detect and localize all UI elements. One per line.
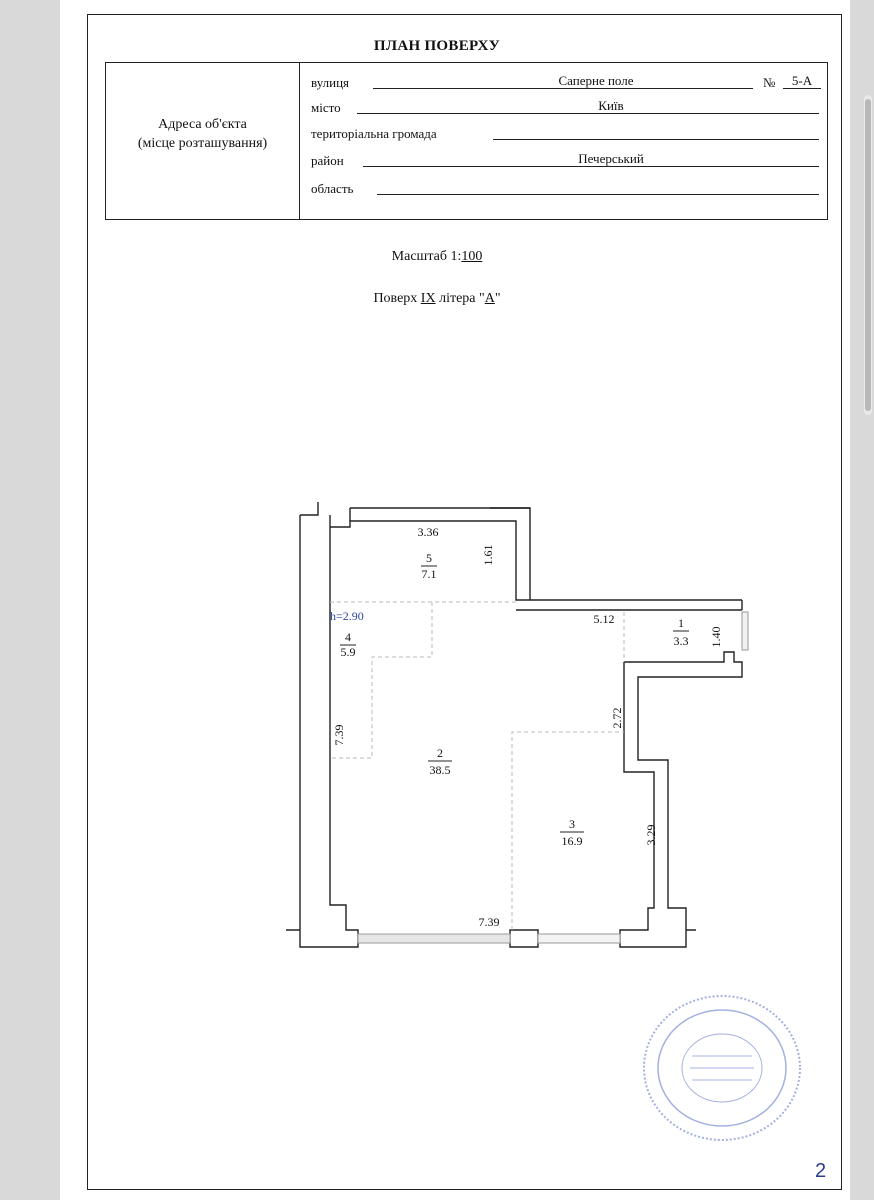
dimension-7-39-horizontal: 7.39	[478, 915, 500, 929]
dimension-3-29: 3.29	[644, 824, 658, 846]
address-caption-subtitle: (місце розташування)	[137, 136, 268, 151]
wall-corridor-top	[516, 600, 742, 610]
room-5-area: 7.1	[421, 567, 437, 581]
street-label: вулиця	[311, 75, 350, 90]
room-3-number: 3	[569, 817, 575, 831]
ceiling-height-label: h=2.90	[330, 609, 364, 623]
city-label: місто	[311, 100, 341, 115]
scale-prefix: Масштаб 1:	[391, 249, 462, 264]
floor-prefix: Поверх	[373, 291, 421, 306]
region-label: область	[311, 181, 354, 196]
page-number: 2	[815, 1160, 827, 1182]
room-3-area: 16.9	[561, 834, 583, 848]
room-1-area: 3.3	[673, 634, 689, 648]
room-4-area: 5.9	[340, 645, 356, 659]
plan-walls	[286, 502, 742, 947]
wall-corner-top-left	[300, 502, 318, 515]
official-stamp	[640, 990, 810, 1150]
number-label: №	[763, 75, 776, 90]
wall-bottom-pier	[510, 930, 538, 947]
district-value: Печерський	[578, 151, 644, 166]
district-label: район	[311, 153, 344, 168]
room-2-area: 38.5	[429, 763, 451, 777]
room-5-number: 5	[426, 551, 432, 565]
scale-value: 100	[461, 249, 483, 264]
number-value: 5-А	[791, 73, 813, 88]
window-left	[358, 934, 510, 943]
divider-room3	[512, 732, 624, 930]
dimension-1-40: 1.40	[709, 626, 723, 648]
page-title: ПЛАН ПОВЕРХУ	[373, 38, 501, 54]
room-dividers	[330, 602, 624, 930]
dimension-7-39-vertical: 7.39	[332, 724, 346, 746]
community-label: територіальна громада	[311, 126, 437, 141]
city-value: Київ	[598, 98, 624, 113]
dimension-1-61: 1.61	[481, 544, 495, 566]
room-2-number: 2	[437, 746, 443, 760]
wall-top-outer	[350, 508, 530, 521]
wall-right	[620, 652, 742, 947]
floor-suffix: "	[494, 291, 501, 306]
floor-middle: літера "	[435, 291, 485, 306]
floor-value: IX	[420, 291, 436, 306]
room-4-number: 4	[345, 630, 351, 644]
dimension-5-12: 5.12	[593, 612, 615, 626]
window-corridor	[742, 612, 748, 650]
wall-left	[300, 515, 358, 947]
room-1-number: 1	[678, 616, 684, 630]
letter-value: А	[484, 291, 495, 306]
street-value: Саперне поле	[558, 73, 634, 88]
dimension-3-36: 3.36	[417, 525, 439, 539]
dimension-2-72: 2.72	[610, 707, 624, 729]
address-caption-title: Адреса об'єкта	[158, 117, 247, 132]
window-right	[538, 934, 620, 943]
